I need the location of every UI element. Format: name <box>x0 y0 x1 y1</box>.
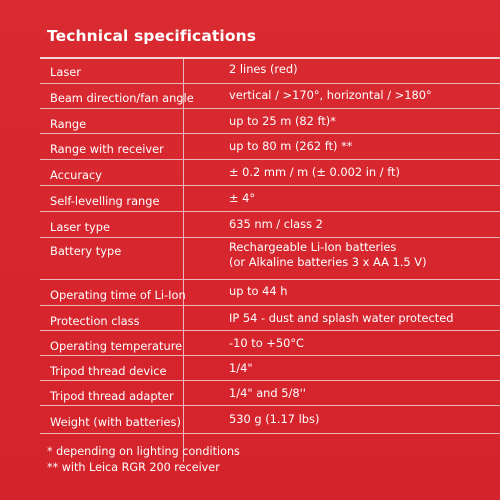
spec-row-protection-class <box>40 306 500 331</box>
spec-label: Laser <box>50 65 81 79</box>
footnotes <box>47 444 240 476</box>
footnote-lighting: * depending on lighting conditions <box>47 445 240 458</box>
spec-value: 635 nm / class 2 <box>229 217 323 231</box>
spec-value: up to 25 m (82 ft)* <box>229 114 336 128</box>
spec-row-weight <box>40 406 500 434</box>
spec-value: 2 lines (red) <box>229 62 298 76</box>
spec-value: 1/4" <box>229 361 253 375</box>
spec-row-operating-time <box>40 280 500 306</box>
spec-row-range <box>40 109 500 134</box>
spec-row-tripod-device <box>40 356 500 381</box>
spec-row-laser <box>40 59 500 84</box>
spec-row-operating-temperature <box>40 331 500 356</box>
spec-value: 1/4" and 5/8'' <box>229 386 306 400</box>
spec-label: Tripod thread device <box>50 364 167 378</box>
spec-row-tripod-adapter <box>40 381 500 406</box>
spec-row-laser-type <box>40 212 500 238</box>
spec-value: up to 44 h <box>229 284 288 298</box>
spec-label: Range <box>50 117 87 131</box>
spec-label: Self-levelling range <box>50 194 160 208</box>
spec-label: Operating temperature <box>50 339 183 353</box>
spec-value: 530 g (1.17 lbs) <box>229 412 320 426</box>
spec-label: Range with receiver <box>50 142 164 156</box>
spec-row-beam-direction <box>40 84 500 109</box>
spec-row-range-receiver <box>40 134 500 160</box>
footnote-receiver: ** with Leica RGR 200 receiver <box>47 461 220 474</box>
spec-row-battery-type <box>40 238 500 280</box>
spec-table <box>40 59 500 434</box>
spec-label: Laser type <box>50 220 111 234</box>
spec-value-line-2: (or Alkaline batteries 3 x AA 1.5 V) <box>229 255 427 269</box>
spec-value: -10 to +50°C <box>229 336 304 350</box>
spec-value: Rechargeable Li-Ion batteries <box>229 240 397 254</box>
spec-label: Battery type <box>50 244 122 258</box>
spec-value: IP 54 - dust and splash water protected <box>229 311 454 325</box>
spec-label: Tripod thread adapter <box>50 389 174 403</box>
spec-label: Beam direction/fan angle <box>50 91 194 105</box>
spec-row-accuracy <box>40 160 500 186</box>
spec-value: vertical / >170°, horizontal / >180° <box>229 88 432 102</box>
spec-label: Operating time of Li-Ion <box>50 288 186 302</box>
spec-label: Accuracy <box>50 168 103 182</box>
spec-value: ± 4° <box>229 191 256 205</box>
spec-label: Weight (with batteries) <box>50 415 181 429</box>
spec-value: ± 0.2 mm / m (± 0.002 in / ft) <box>229 165 400 179</box>
page-title: Technical specifications <box>47 27 257 45</box>
spec-row-self-levelling <box>40 186 500 212</box>
spec-value: up to 80 m (262 ft) ** <box>229 139 353 153</box>
spec-label: Protection class <box>50 314 140 328</box>
